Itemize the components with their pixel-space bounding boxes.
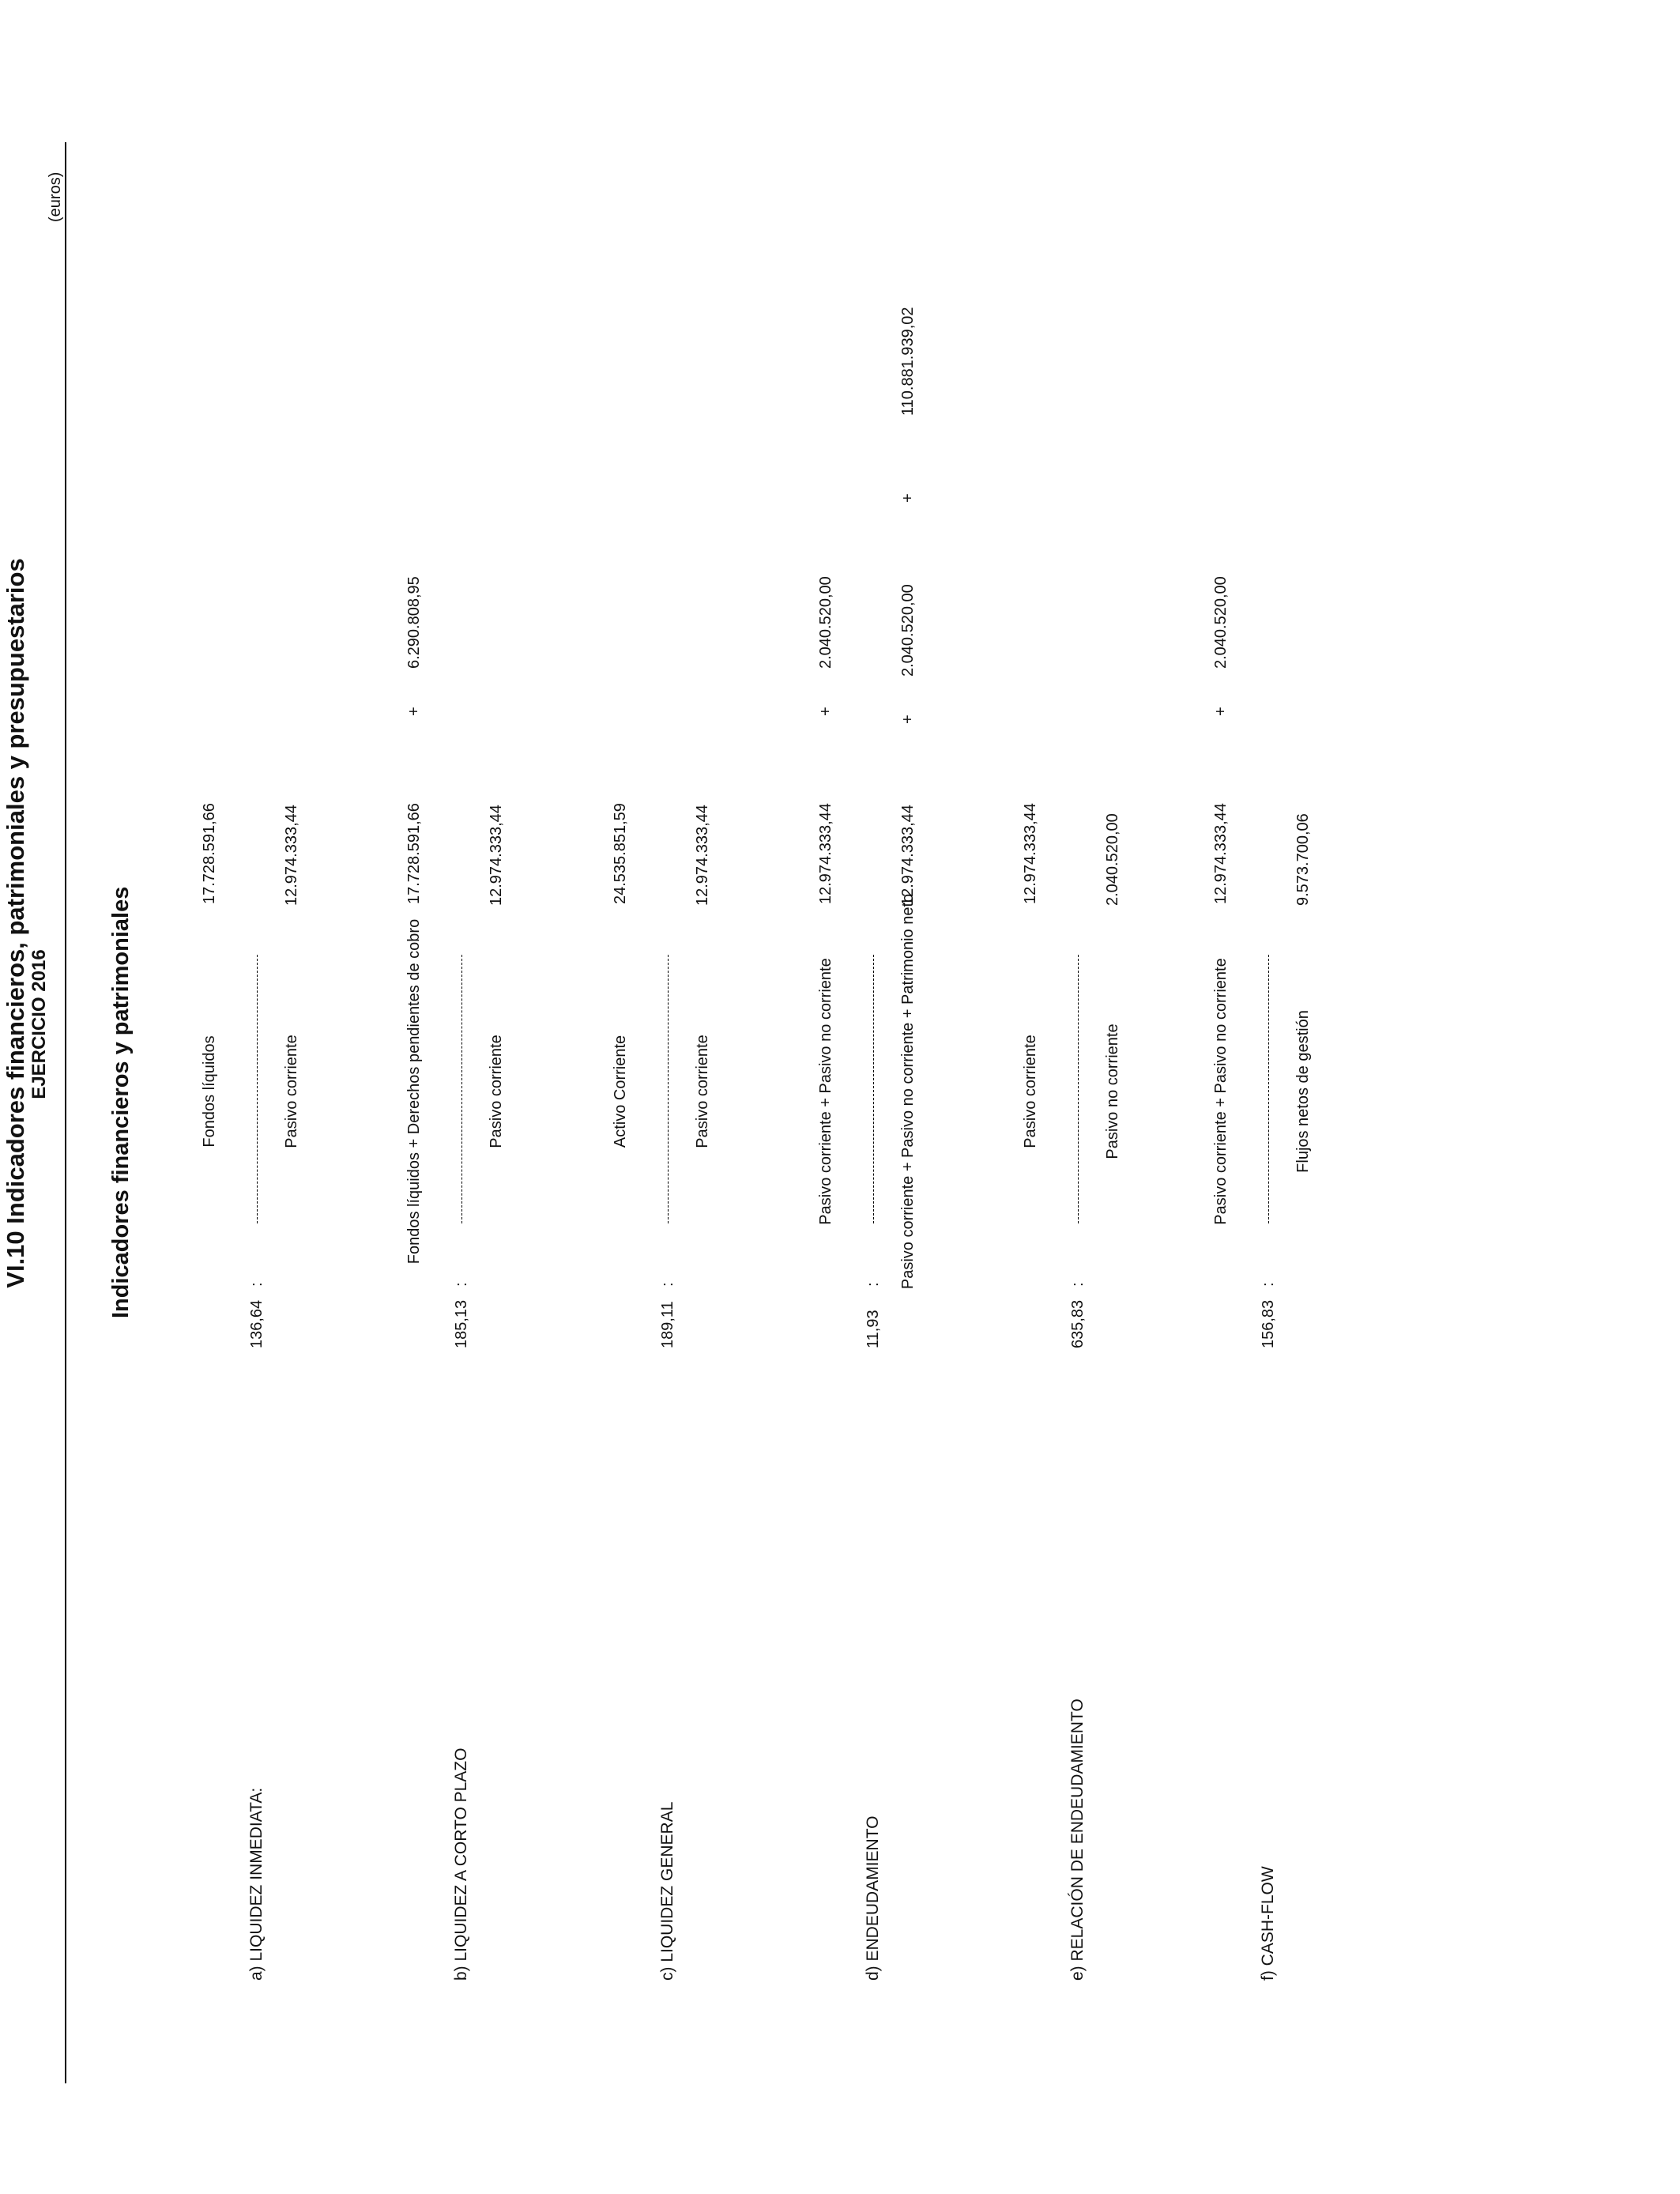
numerator-label: Pasivo corriente + Pasivo no corriente	[1212, 958, 1230, 1225]
denominator-label: Pasivo no corriente	[1104, 1023, 1121, 1159]
denominator-value: 2.040.520,00	[1104, 813, 1121, 906]
denominator-label: Pasivo corriente	[488, 1035, 505, 1148]
indicator-colon: :	[864, 1282, 882, 1287]
indicator-colon: :	[453, 1282, 470, 1287]
numerator-value: 12.974.333,44	[1022, 803, 1039, 904]
indicator-colon: :	[1260, 1282, 1277, 1287]
numerator-value: 2.040.520,00	[817, 576, 834, 669]
indicator-label: e) RELACIÓN DE ENDEUDAMIENTO	[1068, 1698, 1087, 1981]
numerator-value: 17.728.591,66	[405, 803, 423, 904]
numerator-label: Fondos líquidos	[201, 1035, 218, 1148]
numerator-value: 17.728.591,66	[201, 803, 218, 904]
section-title: Indicadores financieros y patrimoniales	[108, 886, 134, 1318]
plus-sign: +	[899, 714, 917, 724]
fraction-line	[461, 955, 462, 1223]
numerator-value: 2.040.520,00	[1212, 576, 1230, 669]
denominator-label: Pasivo corriente + Pasivo no corriente + Patrimonio neto	[899, 893, 917, 1290]
fraction-line	[873, 955, 874, 1223]
indicator-label: a) LIQUIDEZ INMEDIATA:	[247, 1787, 266, 1981]
plus-sign: +	[405, 707, 423, 716]
numerator-value: 24.535.851,59	[612, 803, 629, 904]
fraction-line	[257, 955, 258, 1223]
plus-sign: +	[1212, 707, 1230, 716]
report-subtitle: EJERCICIO 2016	[28, 949, 50, 1099]
numerator-value: 6.290.808,95	[405, 576, 423, 669]
indicator-colon: :	[1069, 1282, 1087, 1287]
plus-sign: +	[817, 707, 834, 716]
indicator-value: 189,11	[659, 1301, 676, 1348]
denominator-label: Pasivo corriente	[283, 1035, 300, 1148]
indicator-value: 156,83	[1260, 1299, 1277, 1348]
indicator-value: 136,64	[248, 1299, 266, 1348]
indicator-label: d) ENDEUDAMIENTO	[864, 1815, 882, 1981]
fraction-line	[1268, 955, 1269, 1223]
header-rule	[65, 142, 66, 2083]
numerator-label: Fondos líquidos + Derechos pendientes de cobro	[405, 918, 423, 1265]
denominator-value: 12.974.333,44	[283, 805, 300, 906]
denominator-value: 12.974.333,44	[488, 805, 505, 906]
denominator-value: 12.974.333,44	[694, 805, 711, 906]
numerator-label: Pasivo corriente	[1022, 1035, 1039, 1148]
denominator-label: Flujos netos de gestión	[1294, 1010, 1312, 1173]
plus-sign: +	[899, 493, 917, 503]
numerator-value: 12.974.333,44	[1212, 803, 1230, 904]
indicator-label: c) LIQUIDEZ GENERAL	[658, 1801, 676, 1981]
indicator-value: 635,83	[1069, 1299, 1087, 1348]
indicator-colon: :	[659, 1282, 676, 1287]
indicator-label: b) LIQUIDEZ A CORTO PLAZO	[452, 1747, 470, 1981]
report-title: VI.10 Indicadores financieros, patrimoniales y presupuestarios	[2, 558, 29, 1288]
numerator-label: Activo Corriente	[612, 1035, 629, 1148]
indicator-label: f) CASH-FLOW	[1259, 1866, 1277, 1981]
denominator-value: 2.040.520,00	[899, 584, 917, 677]
numerator-value: 12.974.333,44	[817, 803, 834, 904]
fraction-line	[668, 955, 669, 1223]
indicator-colon: :	[248, 1282, 266, 1287]
indicator-value: 11,93	[864, 1310, 882, 1348]
indicator-value: 185,13	[453, 1299, 470, 1348]
denominator-value: 9.573.700,06	[1294, 813, 1312, 906]
denominator-value: 12.974.333,44	[899, 805, 917, 906]
numerator-label: Pasivo corriente + Pasivo no corriente	[817, 958, 834, 1225]
denominator-label: Pasivo corriente	[694, 1035, 711, 1148]
fraction-line	[1078, 955, 1079, 1223]
denominator-value: 110.881.939,02	[899, 307, 917, 416]
unit-label: (euros)	[47, 172, 64, 222]
